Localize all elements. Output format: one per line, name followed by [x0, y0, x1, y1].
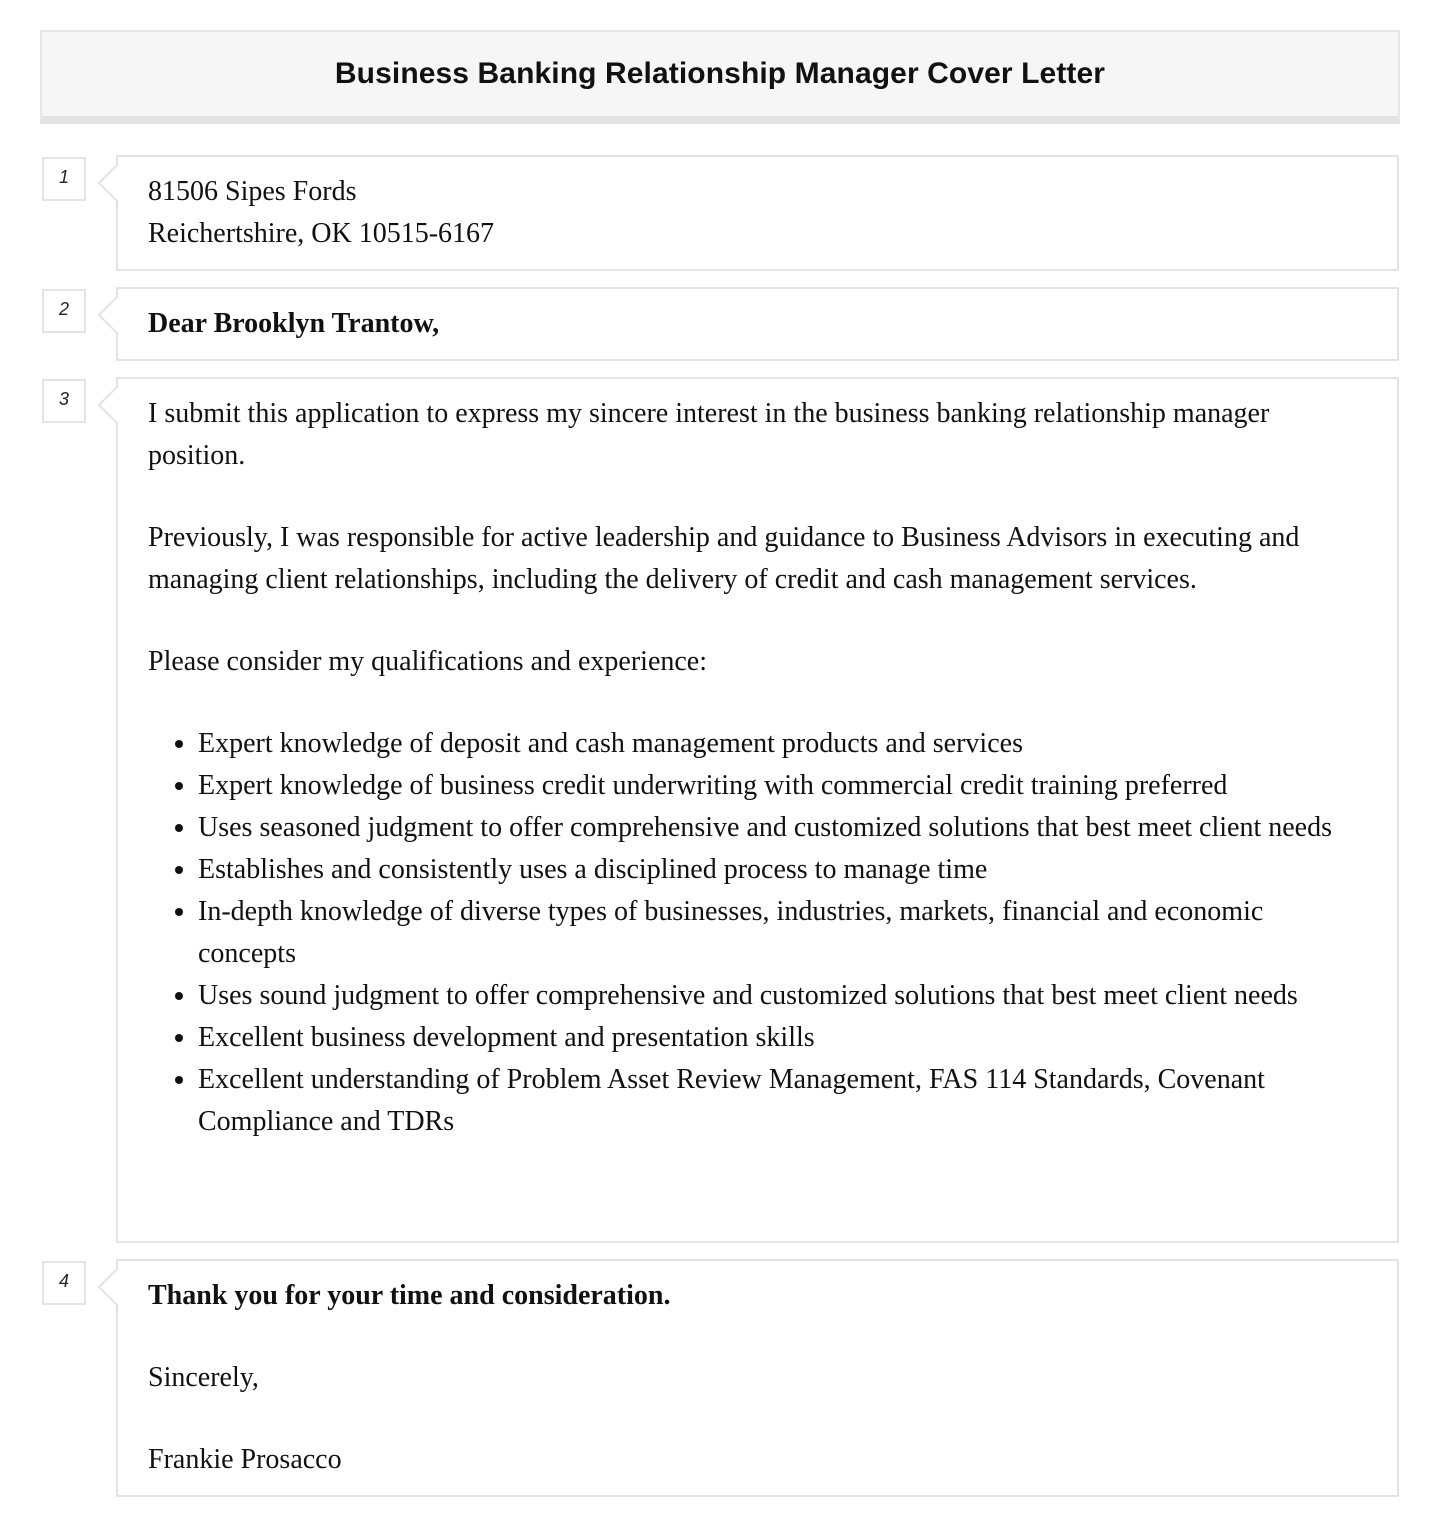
- list-item: • Establishes and consistently uses a disciplined process to manage time: [198, 849, 1367, 891]
- list-item: • Uses seasoned judgment to offer comprehensive and customized solutions that best meet client needs: [198, 807, 1367, 849]
- list-item: • Expert knowledge of business credit underwriting with commercial credit training preferred: [198, 765, 1367, 807]
- greeting: Dear Brooklyn Trantow,: [148, 308, 440, 339]
- section-number: 4: [42, 1261, 86, 1305]
- section-number: 1: [42, 157, 86, 201]
- previous-paragraph: Previously, I was responsible for active leadership and guidance to Business Advisors in executing and managing client relationships, including the delivery of credit and cash management services.: [148, 522, 1300, 595]
- intro-paragraph: I submit this application to express my sincere interest in the business banking relationship manager position.: [148, 398, 1270, 471]
- list-item: • Excellent business development and presentation skills: [198, 1017, 1367, 1059]
- greeting-card: [116, 287, 1399, 361]
- address-line-1: 81506 Sipes Fords: [148, 176, 357, 207]
- list-item: • Excellent understanding of Problem Asset Review Management, FAS 114 Standards, Covenant Compliance and TDRs: [198, 1059, 1367, 1143]
- list-item: • Uses sound judgment to offer comprehensive and customized solutions that best meet client needs: [198, 975, 1367, 1017]
- address-card: [116, 155, 1399, 271]
- list-item: • Expert knowledge of deposit and cash management products and services: [198, 723, 1367, 765]
- section-number: 3: [42, 379, 86, 423]
- closing-line: Sincerely,: [148, 1362, 259, 1393]
- signature: Frankie Prosacco: [148, 1444, 342, 1475]
- qualifications-list: [148, 723, 1367, 1143]
- thanks-line: Thank you for your time and consideration.: [148, 1280, 671, 1311]
- page-title: Business Banking Relationship Manager Cover Letter: [334, 57, 1106, 90]
- list-item: • In-depth knowledge of diverse types of businesses, industries, markets, financial and economic concepts: [198, 891, 1367, 975]
- consider-paragraph: Please consider my qualifications and experience:: [148, 646, 708, 677]
- title-bar: [40, 30, 1400, 124]
- closing-card: [116, 1259, 1399, 1497]
- address-line-2: Reichertshire, OK 10515-6167: [148, 218, 495, 249]
- body-card: [116, 377, 1399, 1243]
- section-number: 2: [42, 289, 86, 333]
